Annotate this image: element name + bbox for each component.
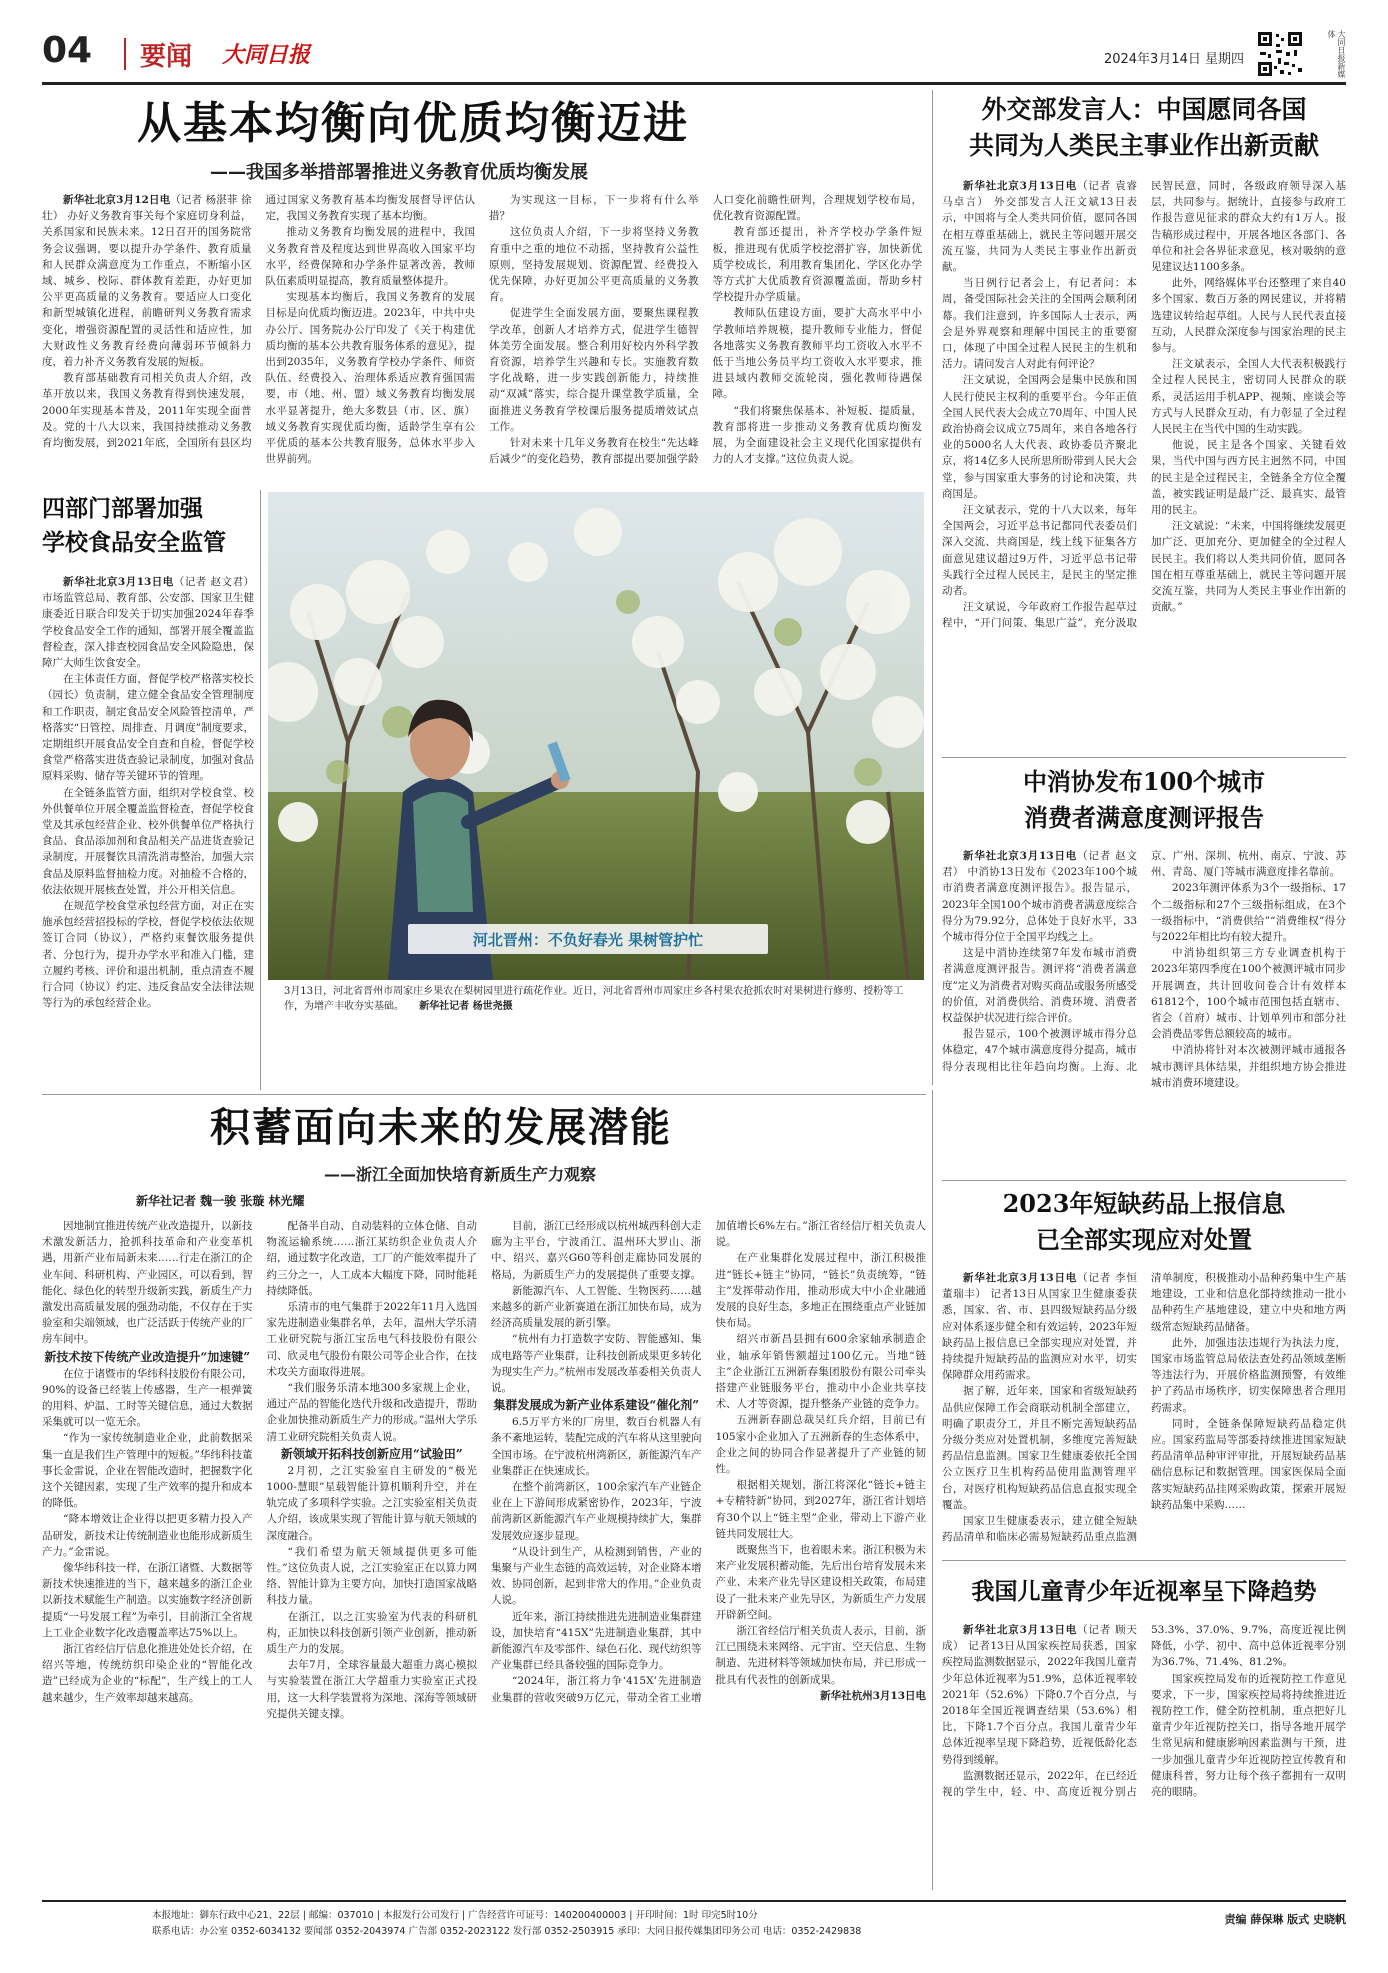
article-drug-shortage <box>942 1186 1346 1556</box>
paragraph: 这是中消协连续第7年发布城市消费者满意度测评报告。测评将“消费者满意度”定义为消费者对购买商品或服务所感受的价值，对消费供给、消费环境、消费者权益保护状况进行综合评价。 <box>942 947 1137 1025</box>
paragraph: 在浙江，以之江实验室为代表的科研机构，正加快以科技创新引领产业创新，推动新质生产力的发展。 <box>266 1610 477 1656</box>
paragraph: 根据相关规划，浙江将深化“链长+链主+专精特新”协同，到2027年，浙江省计划培育30个以上“链主型”企业，带动上下游产业链共同发展壮大。 <box>715 1479 926 1540</box>
dateline: 新华社北京3月13日电 <box>963 850 1078 862</box>
paragraph: 据了解，近年来，国家和省级短缺药品供应保障工作会商联动机制全部建立，明确了职责分工，并且不断完善短缺药品分级分类应对处置机制，多维度完善短缺药品信息监测。国家卫生健康委依托全国公立医疗卫生机构药品使用监测管理平台，对医疗机构短缺药品信息直报实现全覆盖。 <box>942 1385 1137 1511</box>
paragraph: 教育部还提出，补齐学校办学条件短板，推进现有优质学校挖潜扩容，加快新优质学校成长，利用教育集团化、学区化办学等方式扩大优质教育资源覆盖面，帮助乡村学校提升办学质量。 <box>712 226 922 304</box>
paragraph: 新能源汽车、人工智能、生物医药……越来越多的新产业新赛道在浙江加快布局，成为经济高质量发展的新引擎。 <box>491 1284 702 1330</box>
column-divider <box>932 90 933 1085</box>
paragraph: 记者13日从国家卫生健康委获悉，国家、省、市、县四级短缺药品分级应对体系逐步健全和有效运转，2023年短缺药品上报信息已全部实现应对处置，并持续提升短缺药品的监测应对水平，切实保障群众用药需求。 <box>942 1288 1137 1382</box>
column-divider <box>932 1090 933 1890</box>
paragraph: 中消协组织第三方专业调查机构于2023年第四季度在100个被测评城市同步开展调查，共计回收问卷合计有效样本61812个，100个城市范围包括直辖市、省会（首府）城市、计划单列市和部分社会消费品零售总额较高的城市。 <box>1151 947 1346 1041</box>
paragraph: 在规范学校食堂承包经营方面，对正在实施承包经营招投标的学校，督促学校依法依规签订合同（协议），严格约束餐饮服务提供者、分包行为，提升办学水平和准入门槛，建立履约考核、评价和退出机制，重点清查不履行合同（协议）约定、违反食品安全法律法规等行为的承包经营企业。 <box>42 900 254 1010</box>
paragraph: 2月初，之江实验室自主研发的“极光1000-慧眼”星载智能计算机顺利升空，并在轨完成了多项科学实验。之江实验室相关负责人介绍，该成果实现了智能计算与航天领域的深度融合。 <box>266 1464 477 1542</box>
article-body <box>942 1622 1346 1877</box>
paragraph: 2023年测评体系为3个一级指标、17个二级指标和27个三级指标组成，在3个一级指标中，“消费供给”“消费维权”得分与2022年相比均有较大提升。 <box>1151 882 1346 944</box>
article-body <box>942 1270 1346 1550</box>
reporters: （记者 袁睿 马卓言） <box>942 180 1137 209</box>
photo-caption-title: 河北晋州：不负好春光 果树管护忙 <box>472 931 704 949</box>
paragraph: 目前，浙江已经形成以杭州城西科创大走廊为主平台，宁波甬江、温州环大罗山、浙中、绍兴、嘉兴G60等科创走廊协同发展的格局，为新质生产力的发展提供了重要支撑。 <box>491 1220 702 1281</box>
article-title-line2: 已全部实现应对处置 <box>1036 1225 1252 1254</box>
footer-phone-office: 联系电话：办公室 0352-6034132 <box>152 1926 301 1937</box>
paragraph: 浙江省经信厅信息化推进处处长介绍，在绍兴等地，传统纺织印染企业的“智能化改造”已经成为企业的“标配”，生产线上的工人越来越少，生产效率却越来越高。 <box>42 1643 253 1704</box>
section-divider <box>942 1180 1346 1181</box>
paragraph: 汪文斌表示，党的十八大以来，每年全国两会，习近平总书记都同代表委员们深入交流、共商国是，线上线下征集各方面意见建议超过9万件，习近平总书记带头践行全过程人民民主，是民主的坚定推动者。 <box>942 504 1137 598</box>
footer-post: 邮编：037010 <box>308 1910 374 1921</box>
paragraph: 浙江省经信厅相关负责人表示，目前，浙江已围绕未来网络、元宇宙、空天信息、生物制造、先进材料等领域加快布局，并已形成一批具有代表性的创新成果。 <box>715 1625 926 1686</box>
footer-printer: 承印：大同日报传媒集团印务公司 电话：0352-2429838 <box>617 1926 862 1937</box>
footer-editor: 责编 薛保琳 版式 史晓帆 <box>1224 1913 1346 1926</box>
subheading: 集群发展成为新产业体系建设“催化剂” <box>493 1398 700 1413</box>
paragraph: 办好义务教育事关每个家庭切身利益，关系国家和民族未来。12日召开的国务院常务会议强调，要以提升办学条件、教育质量和人民群众满意度为工作重点，不断缩小区域、城乡、校际、群体教育差距，办好更加公平更高质量的义务教育。要适应人口变化和新型城镇化进程，前瞻研判义务教育需求变化，增强资源配置的灵活性和适应性，加大财政性义务教育经费向薄弱环节倾斜力度，着力补齐义务教育发展的短板。 <box>42 210 252 369</box>
qr-caption: 大同日报新媒体 <box>1327 30 1346 78</box>
article-myopia <box>942 1566 1346 1884</box>
paragraph: “我们将聚焦保基本、补短板、提质量，教育部将进一步推动义务教育优质均衡发展，为全面建设社会主义现代化国家提供有力的人才支撑。”这位负责人说。 <box>712 404 922 466</box>
paragraph: 这位负责人介绍，下一步将坚持义务教育重中之重的地位不动摇，坚持教育公益性原则，坚持发展规划、资源配置、经费投入优先保障，办好更加公平更高质量的义务教育。 <box>489 226 699 304</box>
paragraph: 外交部发言人汪文斌13日表示，中国将与全人类共同价值，愿同各国在相互尊重基础上，就民主等问题开展交流互鉴，共同为人类民主事业作出新贡献。 <box>942 196 1137 274</box>
reporters: （记者 杨湛菲 徐壮） <box>42 194 252 223</box>
paragraph: “2024年，浙江将力争‘415X’先进制造业集群的营收突破9万亿元，带动全省工业增加值增长6%左右。”浙江省经信厅相关负责人说。 <box>491 1220 926 1704</box>
photo-caption-text: 3月13日，河北省晋州市周家庄乡果农在梨树园里进行疏花作业。近日，河北省晋州市周家庄乡各村果农抢抓农时对果树进行修剪、授粉等工作，为增产丰收夯实基础。 <box>284 986 904 1012</box>
article-title: 我国儿童青少年近视率呈下降趋势 <box>971 1578 1317 1605</box>
paragraph: 在产业集群化发展过程中，浙江积极推进“链长+链主”协同，“链长”负责统筹，“链主”发挥带动作用，推动形成大中小企业融通发展的良好生态，多地正在围绕重点产业链加快布局。 <box>715 1252 926 1330</box>
article-body <box>942 848 1346 1166</box>
paragraph: 教育部基础教育司相关负责人介绍，改革开放以来，我国义务教育得到快速发展，2000年实现基本普及，2011年实现全面普及。党的十八大以来，我国持续推动义务教育均衡发展，到2021年底，全国所有县区均通过国家义务教育基本均衡发展督导评估认定，我国义务教育实现了基本均衡。 <box>42 194 475 450</box>
dateline: 新华社北京3月13日电 <box>63 576 174 588</box>
paragraph: 此外，网络媒体平台还整理了来自40多个国家、数百万条的网民建议，并将精选建议转给起草组。人民与人民代表直接互动，人民群众深度参与国家治理的民主参与。 <box>1151 277 1346 355</box>
paragraph: 国家卫生健康委表示，建立健全短缺药品清单和临床必需易短缺药品重点监测清单制度，积极推动小品种药集中生产基地建设，工业和信息化部持续推动一批小品种药生产基地建设，建立中央和地方两级常态短缺药品储备。 <box>942 1272 1346 1544</box>
issue-date: 2024年3月14日 星期四 <box>1103 52 1244 67</box>
article-title-line1: 2023年短缺药品上报信息 <box>1002 1189 1286 1218</box>
paragraph: 记者13日从国家疾控局获悉，国家疾控局监测数据显示，2022年我国儿童青少年总体近视率为51.9%，总体近视率较2021年（52.6%）下降0.7个百分点，与2018年全国近视调查结果（53.6%）相比，下降1.7个百分点。我国儿童青少年总体近视率呈现下降趋势，近视低龄化态势得到缓解。 <box>942 1640 1137 1766</box>
article-byline: 新华社记者 魏一骏 张璇 林光耀 <box>136 1194 305 1208</box>
article-body <box>42 574 254 1079</box>
paragraph: 配备半自动、自动装料的立体仓储、自动物流运输系统……浙江某纺织企业负责人介绍，通过数字化改造，工厂的产能效率提升了约三分之一，人工成本大幅度下降，同时能耗持续降低。 <box>266 1220 477 1297</box>
photo-credit: 新华社记者 杨世尧摄 <box>419 1001 513 1012</box>
footer-print-time: 开印时间：1时 印完5时10分 <box>635 1910 758 1921</box>
reporters: （记者 赵文君） <box>942 850 1137 879</box>
paragraph: 中消协将针对本次被测评城市通报各城市测评具体结果，并组织地方协会推进城市消费环境建设。 <box>1151 1044 1346 1089</box>
footer-issuer: 本报发行公司发行 <box>382 1910 459 1921</box>
paragraph: 汪文斌说，今年政府工作报告起草过程中，“开门问策、集思广益”，充分汲取民智民意，同时，各级政府领导深入基层，共同参与。据统计，直接参与政府工作报告意见征求的群众大约有1万人。报告稿形成过程中，开展各地区各部门、各单位和社会各界征求意见，核对吸纳的意见建议达1100多条。 <box>942 180 1346 630</box>
paragraph: “我们服务乐清本地300多家规上企业，通过产品的智能化迭代升级和改造提升，帮助企业加快推动新质生产力的形成。”温州大学乐清工业研究院相关负责人说。 <box>266 1382 477 1443</box>
footer-line2 <box>42 1924 1346 1940</box>
masthead <box>42 30 1346 85</box>
footer-line1: 本报地址：御东行政中心21、22层 | 邮编：037010 | 本报发行公司发行 | 广告经营许可证号：140200400003 | 开印时间：1时 印完5时10分 <box>152 1910 758 1921</box>
section-name: 要闻 <box>140 42 193 72</box>
section-divider <box>942 757 1346 758</box>
footer-rule <box>42 1900 1346 1902</box>
footer-phone-ads: 广告部 0352-2023122 <box>408 1926 510 1937</box>
article-consumer-survey <box>942 762 1346 1177</box>
paragraph: 当日例行记者会上，有记者问：本周，备受国际社会关注的全国两会顺利闭幕。我们注意到，许多国际人士表示，两会是外界观察和理解中国民主的重要窗口，体现了中国全过程人民民主的生机和活力。请问发言人对此有何评论？ <box>942 277 1137 371</box>
masthead-rule <box>42 82 1346 85</box>
footer-license: 广告经营许可证号：140200400003 <box>468 1910 627 1921</box>
paragraph: 既聚焦当下，也着眼未来。浙江积极为未来产业发展积蓄动能，先后出台培育发展未来产业、未来产业先导区建设相关政策，布局建设了一批未来产业先导区，为新质生产力发展开辟新空间。 <box>715 1544 926 1621</box>
qr-code <box>1256 30 1304 78</box>
dateline: 新华社北京3月12日电 <box>63 194 171 206</box>
article-body <box>942 178 1346 758</box>
paragraph: 在全链条监管方面，组织对学校食堂、校外供餐单位开展全覆盖监督检查，督促学校食堂及其承包经营企业、校外供餐单位严格执行食品、食品添加剂和食品相关产品进货查验记录制度，开展餐饮具清洗消毒整治，加强大宗食品及原料监督抽检力度。对抽检不合格的，依法依规开展核查处置，并公开相关信息。 <box>42 786 254 896</box>
section-divider <box>942 1560 1346 1561</box>
photo-caption <box>284 984 908 1048</box>
news-photo <box>268 492 924 980</box>
footer-address: 本报地址：御东行政中心21、22层 <box>152 1910 300 1921</box>
paragraph: 因地制宜推进传统产业改造提升，以新技术激发新活力，抢抓科技革命和产业变革机遇，用新产业布局新未来……行走在浙江的企业车间、科研机构、产业园区，可以看到，智能化、绿色化的转型升级新实践，新质生产力激发出高质量发展的强劲动能，不仅存在于实验室和尖端领域，也广泛活跃于传统产业的厂房车间中。 <box>42 1220 253 1346</box>
footer <box>42 1908 1346 1948</box>
paragraph: 国家疾控局发布的近视防控工作意见要求，下一步，国家疾控局将持续推进近视防控工作，健全防控机制，重点把好儿童青少年近视防控关口，指导各地开展学生常见病和健康影响因素监测与干预，进一步加强儿童青少年近视防控宣传教育和健康科普，努力让每个孩子都拥有一双明亮的眼睛。 <box>1151 1672 1346 1799</box>
paragraph: 推动义务教育均衡发展的进程中，我国义务教育普及程度达到世界高收入国家平均水平，经费保障和办学条件显著改善，教师队伍素质明显提高，教育质量整体提升。 <box>265 226 475 288</box>
dateline: 新华社北京3月13日电 <box>963 1624 1078 1636</box>
paragraph: 像华纬科技一样，在浙江诸暨、大数据等新技术快速推进的当下，越来越多的浙江企业以新技术赋能生产制造。以实施数字经济创新提质“一号发展工程”为牵引，目前浙江全省规上工业企业数字化改造覆盖率达75%以上。 <box>42 1562 253 1639</box>
paragraph: 汪文斌表示，全国人大代表积极践行全过程人民民主，密切同人民群众的联系，灵活运用手机APP、视频、座谈会等方式与人民群众互动，有力彰显了全过程人民民主在当代中国的生动实践。 <box>1151 358 1346 436</box>
paragraph: 乐清市的电气集群于2022年11月入选国家先进制造业集群名单，去年，温州大学乐清工业研究院与浙江宝岳电气科技股份有限公司、欣灵电气股份有限公司等企业合作，在技术攻关方面取得进展。 <box>266 1301 477 1378</box>
paragraph: 市场监管总局、教育部、公安部、国家卫生健康委近日联合印发关于切实加强2024年春季学校食品安全工作的通知，部署开展全覆盖监督检查，深入排查校园食品安全风险隐患，保障广大师生饮食安全。 <box>42 592 254 670</box>
paragraph: “我们希望为航天领域提供更多可能性。”这位负责人说，之江实验室正在以算力网络、智能计算为主要方向，加快打造国家战略科技力量。 <box>266 1545 477 1607</box>
paragraph: 在主体责任方面，督促学校严格落实校长（园长）负责制，建立健全食品安全管理制度和工作职责，制定食品安全风险管控清单，严格落实“日管控、周排查、月调度”制度要求，定期组织开展食品安全自查和自检，督促学校食堂严格落实进货查验记录制度，加强对食品原料采购、储存等关键环节的管理。 <box>42 673 254 783</box>
paragraph: 针对未来十几年义务教育在校生“先达峰后减少”的变化趋势，教育部提出要加强学龄人口变化前瞻性研判，合理规划学校布局，优化教育资源配置。 <box>489 194 922 466</box>
paragraph: 近年来，浙江持续推进先进制造业集群建设，加快培育“415X”先进制造业集群，其中新能源汽车及零部件、绿色石化、现代纺织等产业集群已经具备较强的国际竞争力。 <box>491 1610 702 1672</box>
dateline: 新华社北京3月13日电 <box>963 1272 1078 1284</box>
paragraph: 监测数据还显示，2022年，在已经近视的学生中，轻、中、高度近视分别占53.3%、37.0%、9.7%，高度近视比例降低，小学、初中、高中总体近视率分别为36.7%、71.4%、81.2%。 <box>942 1624 1346 1799</box>
paper-logo: 大同日报 <box>222 42 311 68</box>
paragraph: “从设计到生产，从检测到销售，产业的集聚与产业生态链的高效运转，对企业降本增效、协同创新，起到非常大的作用。”企业负责人说。 <box>491 1545 702 1607</box>
orchard-photo-illustration <box>268 492 924 980</box>
page-number: 04 <box>42 30 93 71</box>
column-divider <box>260 490 261 1090</box>
article-subtitle: ——我国多举措部署推进义务教育优质均衡发展 <box>210 162 588 183</box>
paragraph: “作为一家传统制造业企业，此前数据采集一直是我们生产管理中的短板。”华纬科技董事长金雷说，企业在智能改造时，把握数字化这个关键因素，实现了生产效率的提升和成本的降低。 <box>42 1432 253 1510</box>
article-title: 从基本均衡向优质均衡迈进 <box>137 98 689 149</box>
paragraph: 6.5万平方米的厂房里，数百台机器人有条不紊地运转，装配完成的汽车将从这里驶向全国市场。在宁波杭州湾新区，新能源汽车产业集群正在快速成长。 <box>491 1416 702 1477</box>
article-endnote: 新华社杭州3月13日电 <box>820 1689 926 1702</box>
article-zhejiang <box>42 1100 926 1882</box>
reporters: （记者 顾天成） <box>942 1624 1137 1653</box>
paragraph: 在位于诸暨市的华纬科技股份有限公司，90%的设备已经装上传感器，生产一根弹簧的用料、炉温、工时等关键信息，通过大数据采集就可以一览无余。 <box>42 1367 253 1429</box>
subheading: 新技术按下传统产业改造提升“加速键” <box>44 1349 251 1364</box>
paragraph: 教师队伍建设方面，要扩大高水平中小学教师培养规模，提升教师专业能力，督促各地落实义务教育教师平均工资收入水平不低于当地公务员平均工资收入水平要求，推进县域内教师交流轮岗，强化教师待遇保障。 <box>712 307 922 401</box>
article-title-line2: 消费者满意度测评报告 <box>1024 803 1264 832</box>
article-foreign-ministry <box>942 88 1346 753</box>
paragraph: 报告显示，100个被测评城市得分总体稳定，47个城市满意度得分提高，城市得分表现相比往年趋向均衡。上海、北京、广州、深圳、杭州、南京、宁波、苏州、青岛、厦门等城市满意度排名靠前。 <box>942 850 1346 1073</box>
paragraph: 同时，全链条保障短缺药品稳定供应。国家药监局等部委持续推进国家短缺药品清单品种审评审批，开展短缺药品基础信息标记和数据管理。国家医保局全面落实短缺药品挂网采购政策，探索开展短缺药品集中采购…… <box>1151 1417 1346 1511</box>
paragraph: 五洲新春副总裁吴红兵介绍，目前已有105家小企业加入了五洲新春的生态体系中，企业之间的协同合作显著提升了产业链的韧性。 <box>715 1414 926 1476</box>
footer-phone-distribution: 发行部 0352-2503915 <box>512 1926 615 1937</box>
paragraph: 汪文斌说：“未来，中国将继续发展更加广泛、更加充分、更加健全的全过程人民民主。我们将以人类共同价值，愿同各国在相互尊重基础上，就民主等问题开展交流互鉴，共同为人类民主事业作出新的贡献。” <box>1151 520 1346 614</box>
paragraph: 中消协13日发布《2023年100个城市消费者满意度测评报告》。报告显示，2023年全国100个城市消费者满意度综合得分为79.92分，总体处于良好水平，33个城市得分位于全国平均线之上。 <box>942 866 1138 944</box>
article-subtitle: ——浙江全面加快培育新质生产力观察 <box>324 1165 597 1184</box>
article-body <box>42 192 922 482</box>
reporters: （记者 赵文君） <box>173 576 254 588</box>
footer-phone-news: 要闻部 0352-2043974 <box>303 1926 406 1937</box>
article-food-safety <box>42 492 254 1092</box>
paragraph: 实现基本均衡后，我国义务教育的发展目标是向优质均衡迈进。2023年，中共中央办公厅、国务院办公厅印发了《关于构建优质均衡的基本公共教育服务体系的意见》，提出到2035年，义务教育学校办学条件、师资队伍、经费投入、治理体系适应教育强国需要，市（地、州、盟）域义务教育均衡发展水平显著提升，绝大多数县（市、区、旗）域义务教育实现优质均衡，适龄学生享有公平优质的基本公共教育服务，总体水平步入世界前列。 <box>265 291 475 466</box>
article-title-line1: 四部门部署加强 <box>42 495 203 522</box>
reporters: （记者 李恒 董瑞丰） <box>942 1272 1137 1301</box>
subheading: 新领域开拓科技创新应用“试验田” <box>280 1446 463 1461</box>
dateline: 新华社北京3月13日电 <box>963 180 1078 192</box>
paragraph: 在整个前湾新区，100余家汽车产业链企业在上下游间形成紧密协作，2023年，宁波前湾新区新能源汽车产业规模持续扩大，集群发展效应逐步显现。 <box>491 1481 702 1542</box>
article-body <box>42 1218 926 1878</box>
masthead-divider <box>124 38 126 70</box>
article-education <box>42 88 922 488</box>
paragraph: 他说，民主是各个国家、关键看效果，当代中国与西方民主迥然不同，中国的民主是全过程民主，全链条全方位全覆盖，被实践证明是最广泛、最真实、最管用的民主。 <box>1151 439 1346 517</box>
article-title-line1: 外交部发言人：中国愿同各国 <box>981 95 1307 124</box>
paragraph: 此外，加强违法违规行为执法力度，国家市场监管总局依法查处药品领域垄断等违法行为，开展价格监测预警，有效维护了药品市场秩序，切实保障患者合理用药需求。 <box>1151 1336 1346 1414</box>
section-divider <box>42 1094 926 1095</box>
paragraph: “杭州有力打造数字安防、智能感知、集成电路等产业集群，让科技创新成果更多转化为现实生产力。”杭州市发展改革委相关负责人说。 <box>491 1333 702 1395</box>
article-title-line1: 中消协发布100个城市 <box>1022 767 1266 796</box>
article-title-line2: 学校食品安全监管 <box>42 529 226 556</box>
paragraph: 绍兴市新昌县拥有600余家轴承制造企业，轴承年销售额超过100亿元。当地“链主”企业浙江五洲新春集团股份有限公司牵头搭建产业链服务平台，推动中小企业共享技术、人才等资源，提升整条产业链的竞争力。 <box>715 1333 926 1411</box>
article-title-line2: 共同为人类民主事业作出新贡献 <box>968 131 1319 160</box>
paragraph: 促进学生全面发展方面，要聚焦课程教学改革，创新人才培养方式，促进学生德智体美劳全面发展。整合利用好校内外科学教育资源，培养学生兴趣和专长。实施教育数字化战略，进一步实践创新能力，持续推动“双减”落实，综合提升课堂教学质量，全面推进义务教育学校课后服务提质增效试点工作。 <box>489 307 699 433</box>
article-title: 积蓄面向未来的发展潜能 <box>210 1105 672 1151</box>
paragraph: “降本增效让企业得以把更多精力投入产品研发，新技术让传统制造业也能形成新质生产力。”金雷说。 <box>42 1513 253 1558</box>
paragraph: 为实现这一目标，下一步将有什么举措？ <box>489 194 699 223</box>
paragraph: 去年7月，全球容量最大超重力离心模拟与实验装置在浙江大学超重力实验室正式投用，这一大科学装置将为深地、深海等领域研究提供关键支撑。 <box>266 1659 477 1720</box>
paragraph: 汪文斌说，全国两会是集中民族和国人民行使民主权利的重要平台。今年正值全国人民代表大会成立70周年、中国人民政治协商会议成立75周年，来自各地各行业的5000名人大代表、政协委员齐聚北京，将14亿多人民所思所盼带到人民大会堂，参与国家重大事务的讨论和决策，共商国是。 <box>942 374 1137 500</box>
